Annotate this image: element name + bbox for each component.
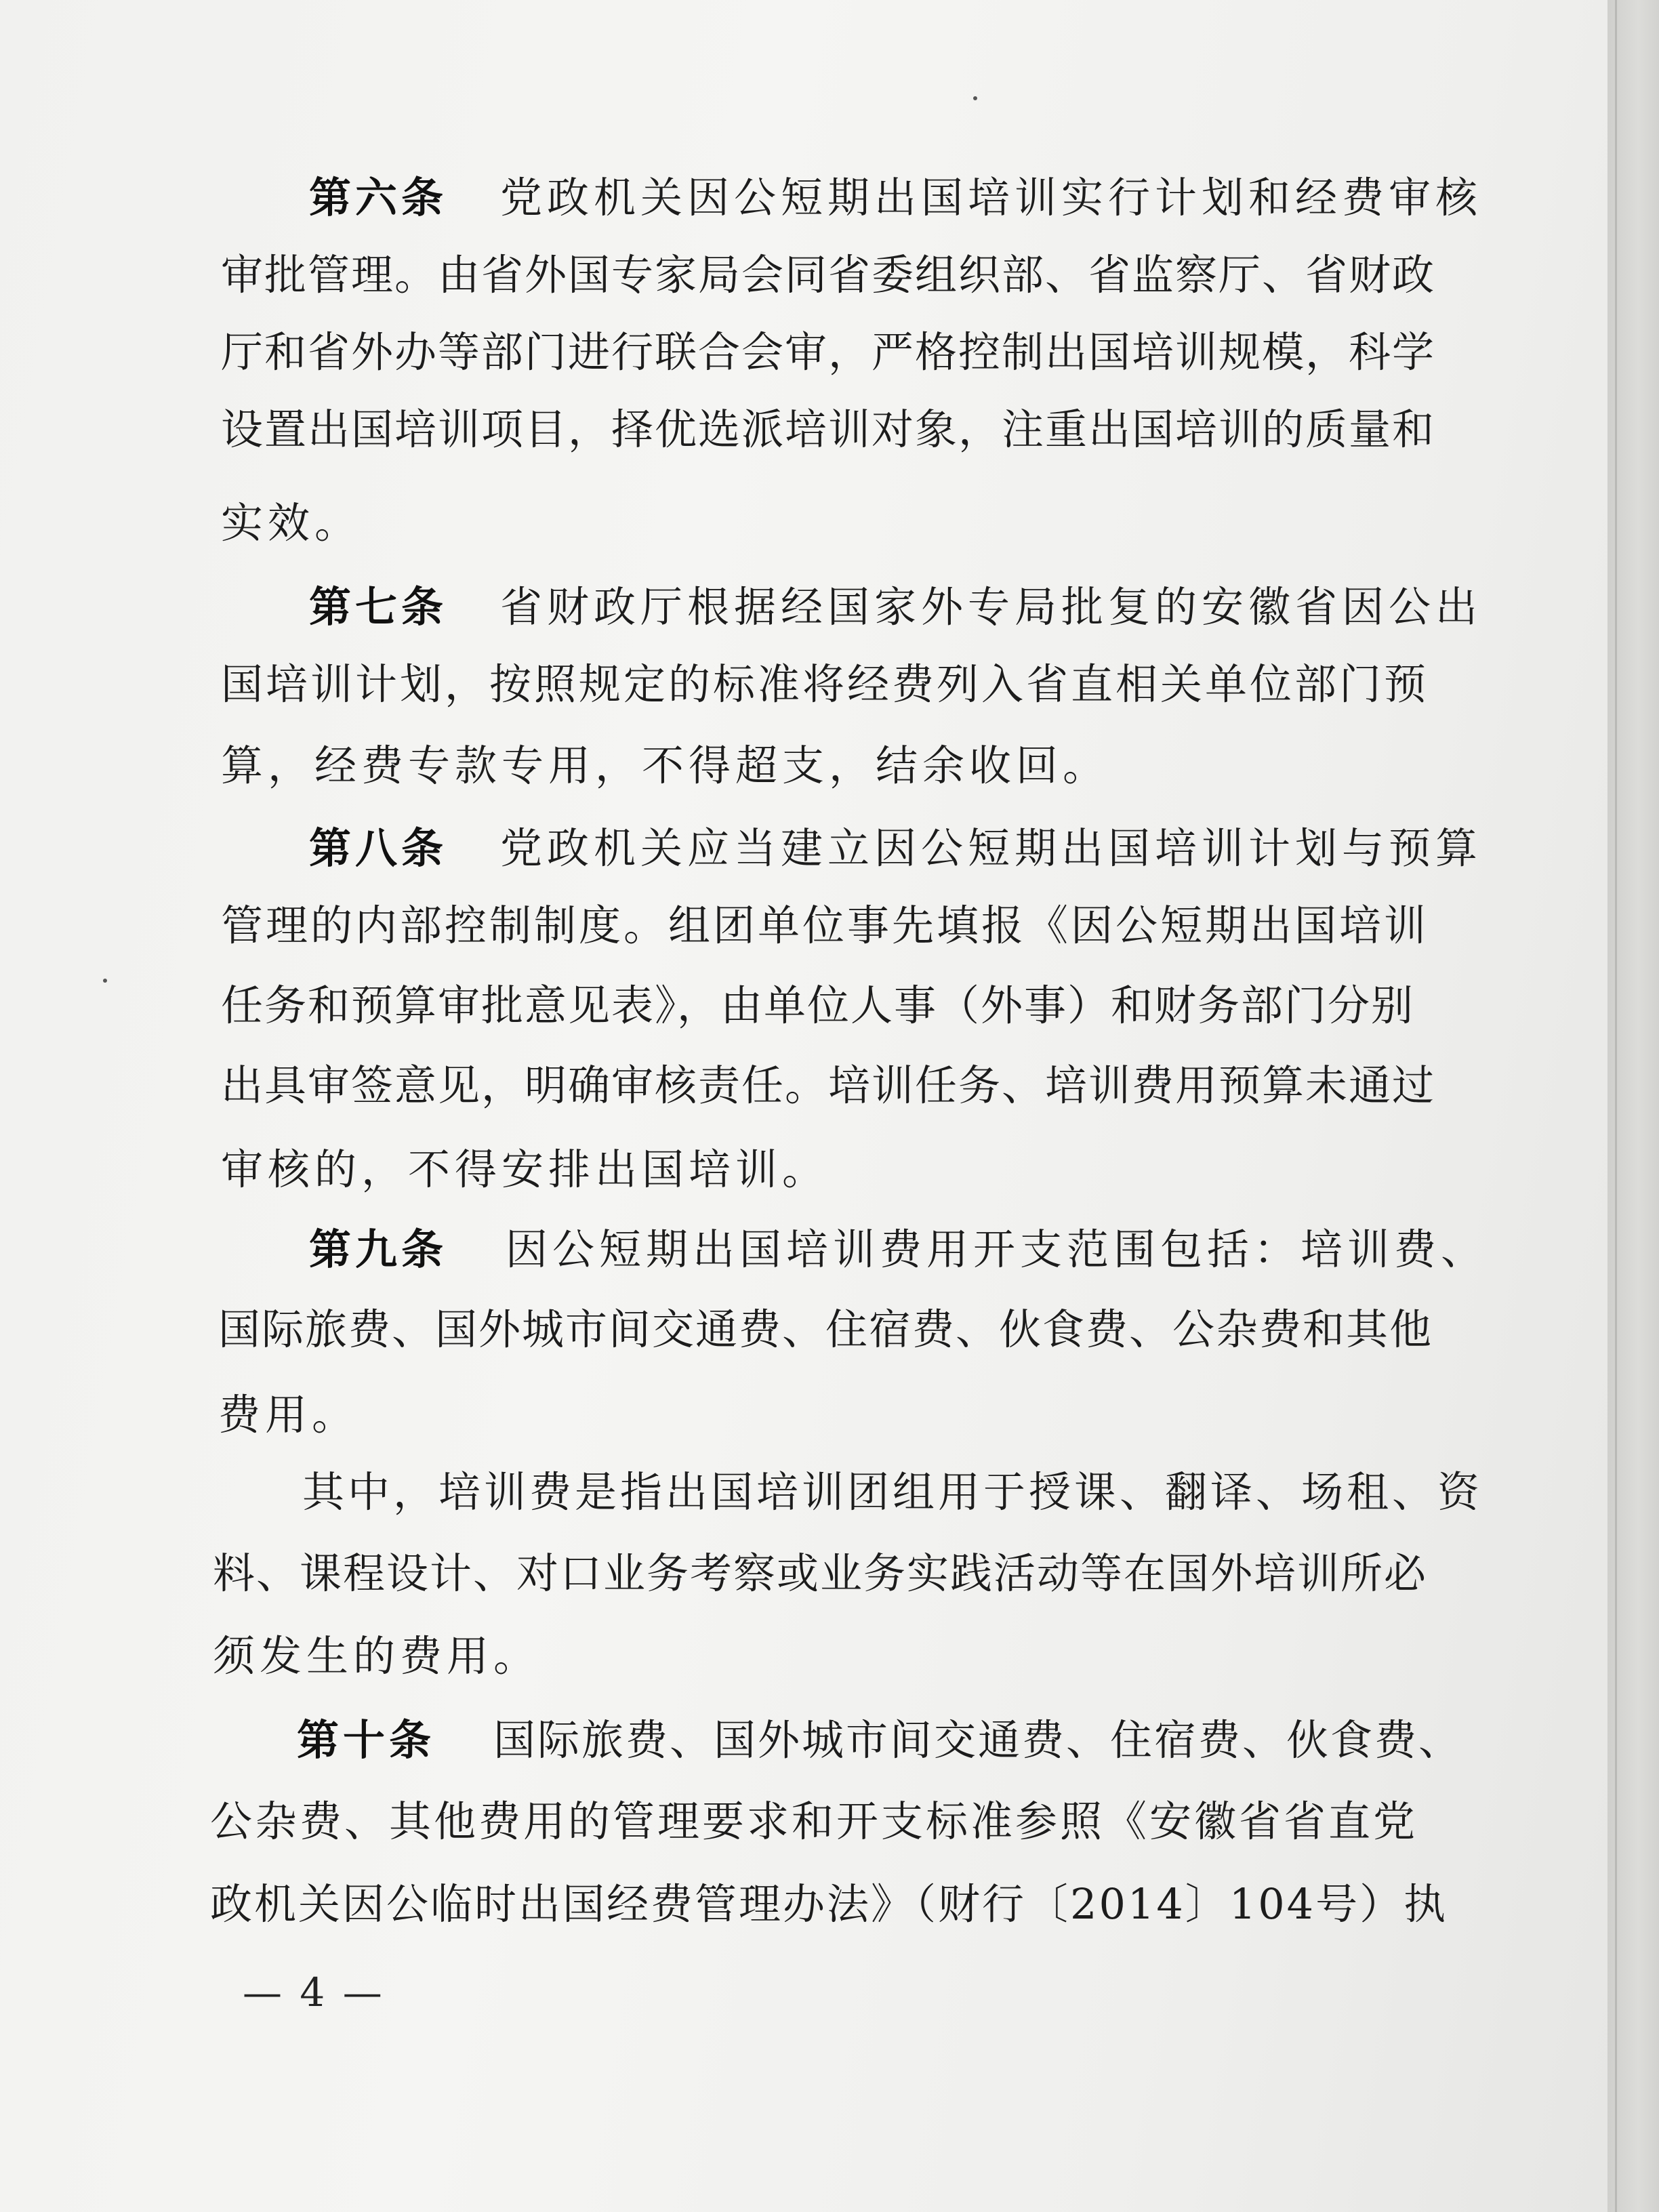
text-line: 省财政厅根据经国家外专局批复的安徽省因公出: [500, 582, 1483, 632]
page-number: — 4 —: [243, 1969, 385, 2015]
text-line: 其中，培训费是指出国培训团组用于授课、翻译、场租、资: [302, 1467, 1483, 1517]
text-line: 审批管理。由省外国专家局会同省委组织部、省监察厅、省财政: [221, 250, 1436, 300]
article-heading: 第六条: [309, 173, 448, 222]
text-line: 政机关因公临时出国经费管理办法》（财行〔2014〕104号）执: [210, 1879, 1448, 1929]
text-line: 公杂费、其他费用的管理要求和开支标准参照《安徽省省直党: [210, 1797, 1418, 1846]
text-line: 料、课程设计、对口业务考察或业务实践活动等在国外培训所必: [213, 1549, 1428, 1598]
article-heading: 第十条: [297, 1715, 436, 1765]
text-line: 管理的内部控制制度。组团单位事先填报《因公短期出国培训: [221, 901, 1429, 950]
article-heading: 第九条: [309, 1225, 448, 1274]
text-line: 国培训计划，按照规定的标准将经费列入省直相关单位部门预: [221, 659, 1429, 709]
speck: [103, 979, 107, 983]
text-line: 因公短期出国培训费用开支范围包括：培训费、: [506, 1225, 1488, 1274]
text-line: 任务和预算审批意见表》，由单位人事（外事）和财务部门分别: [221, 981, 1415, 1030]
article-heading: 第七条: [309, 582, 448, 632]
text-line: 党政机关应当建立因公短期出国培训计划与预算: [500, 823, 1483, 873]
text-line: 须发生的费用。: [213, 1631, 541, 1681]
text-line: 出具审签意见，明确审核责任。培训任务、培训费用预算未通过: [221, 1061, 1436, 1110]
page-edge-line: [1615, 0, 1617, 2212]
speck: [973, 96, 977, 100]
text-line: 算，经费专款专用，不得超支，结余收回。: [221, 741, 1110, 790]
text-line: 审核的，不得安排出国培训。: [221, 1145, 830, 1194]
text-line: 厅和省外办等部门进行联合会审，严格控制出国培训规模，科学: [221, 327, 1436, 377]
text-line: 党政机关因公短期出国培训实行计划和经费审核: [500, 173, 1483, 222]
text-line: 费用。: [218, 1390, 359, 1439]
text-line: 国际旅费、国外城市间交通费、住宿费、伙食费、公杂费和其他: [218, 1305, 1433, 1354]
text-line: 设置出国培训项目，择优选派培训对象，注重出国培训的质量和: [221, 405, 1436, 454]
text-line: 国际旅费、国外城市间交通费、住宿费、伙食费、: [493, 1715, 1463, 1765]
text-line: 实效。: [221, 498, 362, 548]
article-heading: 第八条: [309, 823, 448, 873]
